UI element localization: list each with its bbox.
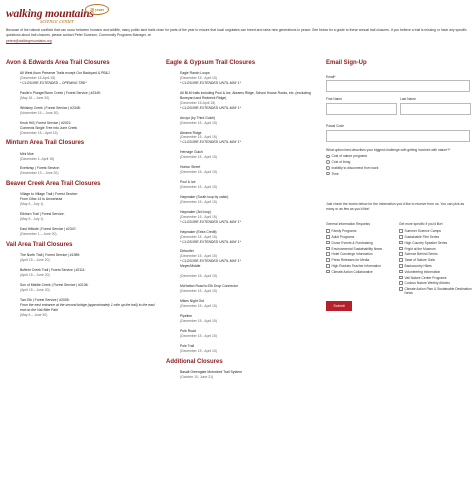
trail-name: Haymaker (South loop by cabin) <box>180 194 229 199</box>
closure-item <box>180 165 316 175</box>
general-info-option[interactable] <box>326 235 399 239</box>
trail-name: Two Elk | Forest Service | #2005: <box>20 297 70 302</box>
trail-name: Paulie's Plunge/Stone Creek | Forest Service | #2349: <box>20 90 101 95</box>
challenge-option[interactable] <box>326 166 472 170</box>
contact-email-link[interactable]: peters@walkingmountains.org <box>6 38 52 43</box>
closure-item <box>180 329 316 339</box>
specific-info-option[interactable] <box>399 235 472 239</box>
trail-closures-column-1 <box>6 60 156 322</box>
closure-item <box>180 344 316 354</box>
closure-dates: (December 15 - April 15) <box>180 185 217 190</box>
closure-dates: (December 15 - April 15) <box>180 348 217 353</box>
specific-info-option-label: Vail Nature Center Programs <box>404 275 447 280</box>
checkbox[interactable] <box>326 252 330 256</box>
specific-info-option[interactable] <box>399 247 472 251</box>
closure-item <box>20 91 156 101</box>
checkbox[interactable] <box>399 252 403 256</box>
email-field[interactable] <box>326 80 470 92</box>
trail-closures-column-2 <box>166 60 316 385</box>
section-title: Minturn Area Trail Closures <box>6 140 85 147</box>
closure-dates: (November 15 – June 30) <box>20 110 59 115</box>
closure-dates: (December 15 - April 15) <box>180 318 217 323</box>
closure-dates: (December 15 - April 15) <box>180 234 217 239</box>
general-info-option-label: Press Releases for Media <box>331 258 370 263</box>
checkbox[interactable] <box>399 235 403 239</box>
closure-item <box>20 268 156 278</box>
challenge-option-label: Cost of nature programs <box>331 154 368 159</box>
general-info-option-label: Adult Programs <box>331 235 355 240</box>
trail-name: Pole Road <box>180 328 196 333</box>
challenge-option-label: Time <box>331 171 339 176</box>
closure-dates: (December 1- April 15) <box>20 156 55 161</box>
site-logo[interactable] <box>6 4 118 28</box>
last-name-label: Last Name <box>400 97 416 102</box>
closure-item <box>20 212 156 222</box>
specific-info-option-label: Volunteering Information <box>404 269 441 274</box>
checkbox[interactable] <box>399 270 403 274</box>
checkbox-instructions: Just check the boxes below for the information you'd like to receive from us. You can pick as many or as few as you'd like! <box>326 201 465 211</box>
closure-item <box>180 370 316 380</box>
closure-item <box>20 227 156 237</box>
checkbox[interactable] <box>326 270 330 274</box>
general-info-option-label: Donor Events & Fundraising <box>331 240 373 245</box>
closure-dates: (December 15 - April 15) <box>180 274 217 279</box>
closure-dates: (December 15 - April 15) <box>180 76 217 81</box>
general-info-option[interactable] <box>326 264 399 268</box>
trail-name: Pole Trail <box>180 343 195 348</box>
first-name-field[interactable] <box>326 103 397 115</box>
specific-info-option-label: Sustainable Film Series <box>404 235 440 240</box>
closure-item <box>180 284 316 294</box>
closure-dates: (May 6 - July 1) <box>20 202 44 207</box>
trail-name: Mini Moe <box>20 151 34 156</box>
trail-name: Meyer/Middle <box>180 264 201 269</box>
trail-name: Elkhorn Trail | Forest Service: <box>20 212 65 217</box>
specific-info-option[interactable] <box>399 229 472 233</box>
closure-dates: (December 15 - April 15) <box>180 254 217 259</box>
section-title: Additional Closures <box>166 358 223 365</box>
closure-extended-note: * CLOSURE EXTENDED UNTIL MAY 1* <box>180 105 241 110</box>
closure-extended-note: * CLOSURE EXTENDED UNTIL MAY 1* <box>180 140 241 145</box>
challenge-question: What option best describes your biggest challenge with getting involved with nature?* <box>326 147 451 152</box>
specific-info-option-label: Fright at the Museum <box>404 246 436 251</box>
intro-paragraph <box>6 28 469 44</box>
general-info-option-label: Family Programs <box>331 229 357 234</box>
closure-item <box>180 314 316 324</box>
closure-dates: (November 13 – June 20) <box>20 171 59 176</box>
email-signup-form <box>326 60 472 311</box>
trail-name: Mikes Night Out <box>180 299 205 304</box>
section-title: Vail Area Trail Closures <box>6 241 73 248</box>
closure-dates: (December 15 - April 15) <box>180 120 217 125</box>
trail-name: All BLM trails including Pool & Ice, Abrams Ridge, School House Rocks, etc. (excluding Boneyard and Redneck Ridge) <box>180 90 311 100</box>
specific-info-option[interactable] <box>399 276 472 280</box>
closure-section <box>6 140 156 176</box>
specific-info-option[interactable] <box>399 258 472 262</box>
first-name-label: First Name <box>326 97 343 102</box>
closure-item <box>180 131 316 146</box>
closure-item <box>20 121 156 136</box>
section-title: Eagle & Gypsum Trail Closures <box>166 60 256 66</box>
general-info-list <box>326 229 399 274</box>
general-info-option[interactable] <box>326 258 399 262</box>
closure-section <box>166 60 316 354</box>
general-info-option-label: Environmental Sustainability News <box>331 246 383 251</box>
trail-name: Haymaker (Extra Credit) <box>180 229 217 234</box>
checkbox[interactable] <box>326 235 330 239</box>
general-info-option[interactable] <box>326 252 399 256</box>
radio-button[interactable] <box>326 155 330 159</box>
trail-name: East Hillside | Forest Service | #2347: <box>20 227 77 232</box>
radio-button[interactable] <box>326 166 330 170</box>
closure-section <box>166 359 316 380</box>
closure-dates: (December 15 - April 15) <box>180 170 217 175</box>
checkbox[interactable] <box>326 241 330 245</box>
general-info-option-label: Hotel Concierge Information <box>331 252 373 257</box>
postal-code-label: Postal Code <box>326 124 344 129</box>
specific-info-option-label: Climate Action Plan & Sustainable Destination News <box>404 287 472 296</box>
closure-dates: (April 15 – June 20) <box>20 258 50 262</box>
checkbox[interactable] <box>326 258 330 262</box>
trail-name: McHatton Road to Elk Drop Connector <box>180 284 238 289</box>
specific-info-option[interactable] <box>399 252 472 256</box>
specific-info-option[interactable] <box>399 281 472 285</box>
trail-name: Everkrisp | Forest Service: <box>20 166 60 171</box>
closure-item <box>20 166 156 176</box>
closure-extended-note: * CLOSURE EXTENDED UNTIL MAY 1* <box>180 259 241 264</box>
logo-tagline: science center <box>40 19 75 25</box>
checkbox[interactable] <box>399 241 403 245</box>
closure-item <box>180 71 316 86</box>
trail-note: From Cifax 14 to Arrowhead <box>20 197 63 202</box>
general-info-option[interactable] <box>326 270 399 274</box>
closure-dates: (October 10- June 21) <box>180 374 214 379</box>
closure-dates: (May 6 – June 30) <box>20 312 48 317</box>
closure-dates: (May 16 – June 20) <box>20 95 50 100</box>
trail-name: Whiskey Creek | Forest Service | #2348: <box>20 105 81 110</box>
general-info-option[interactable] <box>326 241 399 245</box>
closure-item <box>20 298 156 318</box>
trail-name: Eagle Ranch Loops <box>180 71 210 76</box>
challenge-option[interactable] <box>326 160 472 164</box>
closure-dates: (December 15 - April 15) <box>180 199 217 204</box>
closure-item <box>180 180 316 190</box>
postal-code-field[interactable] <box>326 130 470 142</box>
specific-info-option-label: Science Behind Series <box>404 252 438 257</box>
trail-note: From the east entrance at the second bridge (approximately 1 mile up the trail) to the east end on the Vail Bike Path <box>20 302 155 312</box>
specific-info-option-label: High Country Speaker Series <box>404 240 448 245</box>
checkbox[interactable] <box>326 264 330 268</box>
closure-item <box>20 152 156 162</box>
trail-name: Arroyo (by Third Gulch) <box>180 115 216 120</box>
closure-item <box>180 210 316 225</box>
trail-name: Abrams Ridge <box>180 130 202 135</box>
specific-info-option-label: Backcountry Hikes <box>404 264 432 269</box>
intro-text: Because of the natural conflicts that can occur between humans and wildlife, many public land trails close for parts of the year to ensure that local ungulates can breed and raise new generations in peace. See below for a guide to these annual trail closures. If you believe a trail is missing or have any specific questions about trail closures, please contact Peter Suneson, Community Programs Manager, at <box>6 28 467 38</box>
specific-info-list <box>399 229 472 295</box>
closure-dates: (December 15-April 15) <box>180 100 216 105</box>
specific-info-option-label: Curious Nature Weekly Articles <box>404 281 450 286</box>
radio-button[interactable] <box>326 160 330 164</box>
closure-dates: (December 15 - April 15) <box>180 333 217 338</box>
closure-item <box>180 91 316 111</box>
specific-info-option-label: Taste of Nature Gala <box>404 258 435 263</box>
signup-title: Email Sign-Up <box>326 60 367 66</box>
trail-name: Pipeline <box>180 313 193 318</box>
challenge-option-label: Inability to disconnect from work <box>331 165 379 170</box>
closure-dates: (December 15 – April 15) <box>20 130 58 135</box>
specific-info-option[interactable] <box>399 287 472 296</box>
general-info-option[interactable] <box>326 229 399 233</box>
section-title: Beaver Creek Area Trail Closures <box>6 181 101 188</box>
closure-item <box>20 106 156 116</box>
challenge-option[interactable] <box>326 172 472 176</box>
checkbox[interactable] <box>399 229 403 233</box>
closure-item <box>180 230 316 245</box>
closure-section <box>6 60 156 135</box>
email-label: Email* <box>326 74 336 79</box>
section-title: Avon & Edwards Area Trail Closures <box>6 60 110 66</box>
checkbox[interactable] <box>326 247 330 251</box>
trail-name: The North Trail | Forest Service | #1989: <box>20 253 81 258</box>
general-info-option[interactable] <box>326 247 399 251</box>
challenge-option-label: Cost of living <box>331 160 351 164</box>
general-info-option-label: High Rockies Teacher Information <box>331 264 381 269</box>
closure-dates: (May 6 - July 1) <box>20 217 44 222</box>
closure-dates: (April 15 – June 20) <box>20 272 50 277</box>
closure-section <box>6 242 156 317</box>
closure-item <box>180 116 316 126</box>
last-name-field[interactable] <box>400 103 471 115</box>
checkbox[interactable] <box>399 258 403 262</box>
specific-info-option[interactable] <box>399 241 472 245</box>
closure-item <box>20 253 156 263</box>
trail-name: All West Avon Preserve Trails except Our Backyard & PB&J <box>20 71 110 76</box>
closure-item <box>180 150 316 160</box>
closure-item <box>180 249 316 269</box>
submit-button[interactable]: Submit <box>326 301 352 311</box>
closure-dates: (December 1 – June 20) <box>20 232 57 237</box>
radio-button[interactable] <box>326 172 330 176</box>
closure-extended-note: * CLOSURE EXTENDED UNTIL MAY 1* <box>180 239 241 244</box>
challenge-options <box>326 154 472 176</box>
trail-name: Horton Street <box>180 165 201 170</box>
trail-name: Haymaker (3rd loop) <box>180 209 211 214</box>
challenge-option[interactable] <box>326 154 472 158</box>
checkbox[interactable] <box>399 264 403 268</box>
closure-dates: (December 15 - April 15) <box>180 214 217 219</box>
closure-item <box>20 192 156 207</box>
checkbox[interactable] <box>399 287 403 291</box>
trail-note: Connects Single Tree into June Creek <box>20 125 78 130</box>
closure-dates: (December 15-April 15) <box>20 76 56 81</box>
specific-info-option-label: Summer Science Camps <box>404 229 441 234</box>
closure-item <box>180 299 316 309</box>
closure-extended-note: * CLOSURE EXTENDED UNTIL MAY 1* <box>180 219 241 224</box>
anniversary-badge: 20 years <box>85 4 109 15</box>
checkbox[interactable] <box>326 229 330 233</box>
closure-section <box>6 181 156 237</box>
logo-wordmark: walking mountains <box>6 8 94 20</box>
closure-dates: (April 15 – June 20) <box>20 287 50 292</box>
general-info-title: General Information Requests <box>326 222 370 227</box>
trail-name: Village to Village Trail | Forest Service: <box>20 192 78 197</box>
specific-info-option[interactable] <box>399 264 472 268</box>
closure-dates: (December 15 - April 15) <box>180 289 217 294</box>
closure-dates: (December 15 - April 15) <box>180 155 217 160</box>
trail-name: Buffehr Creek Trail | Forest Service | #2111: <box>20 267 86 272</box>
trail-name: Knob Hill | Forest Service | #2021: <box>20 120 72 125</box>
closure-item <box>180 274 316 279</box>
specific-info-title: Get more specific if you'd like! <box>399 222 443 227</box>
closure-extended-note: * CLOSURE EXTENDED UNTIL MAY 1* <box>180 80 241 85</box>
closure-item <box>180 195 316 205</box>
closure-dates: (December 15 - April 15) <box>180 303 217 308</box>
closure-extended-note: * CLOSURE EXTENDED – OPENING TBD* <box>20 80 87 85</box>
interest-checkboxes <box>326 222 472 297</box>
trail-name: Hernage Gulch <box>180 150 203 155</box>
trail-name: Dirtsurfer <box>180 249 194 254</box>
checkbox[interactable] <box>399 247 403 251</box>
trail-name: Son of Middle Creek | Forest Service | #2136: <box>20 282 89 287</box>
trail-name: Basalt Greengate Motorized Trail System <box>180 369 242 374</box>
trail-name: Pool & Ice <box>180 180 196 185</box>
checkbox[interactable] <box>399 276 403 280</box>
closure-item <box>20 71 156 86</box>
closure-item <box>20 283 156 293</box>
closure-dates: (December 15 - April 15) <box>180 135 217 140</box>
general-info-option-label: Climate Action Collaborative <box>331 269 373 274</box>
specific-info-option[interactable] <box>399 270 472 274</box>
checkbox[interactable] <box>399 281 403 285</box>
